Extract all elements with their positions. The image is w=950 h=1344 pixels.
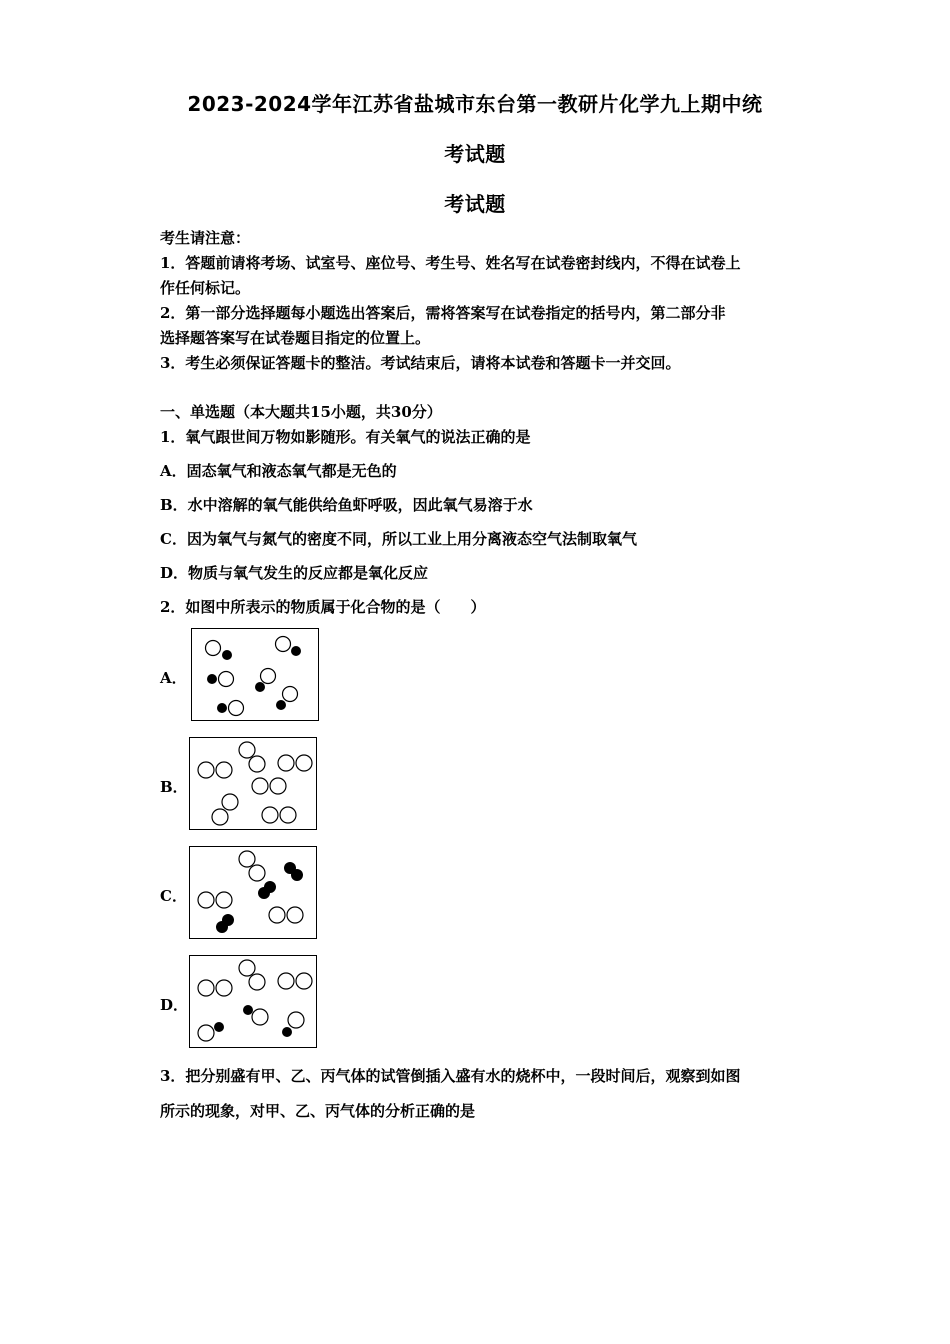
molecule-diagram-a [192,629,320,722]
section-heading: 一、单选题（本大题共15小题，共30分） [160,403,442,421]
notice-item-3: 3．考生必须保证答题卡的整洁。考试结束后，请将本试卷和答题卡一并交回。 [160,354,681,372]
molecule-diagram-d [190,956,318,1049]
molecule-diagram-b [190,738,318,831]
notice-heading: 考生请注意： [160,229,251,247]
question-2-option-c-diagram [189,846,317,939]
question-2-stem: 2．如图中所表示的物质属于化合物的是（ ） [160,598,486,616]
molecule-diagram-c [190,847,318,940]
question-2-option-d-label: D． [160,996,189,1014]
question-2-option-b-diagram [189,737,317,830]
question-2-option-b-label: B． [160,778,188,796]
question-2-option-a-label: A． [160,669,187,687]
question-1-stem: 1．氧气跟世间万物如影随形。有关氧气的说法正确的是 [160,428,531,446]
notice-item-2-cont: 选择题答案写在试卷题目指定的位置上。 [160,329,431,347]
question-2-option-d-diagram [189,955,317,1048]
notice-item-1: 1．答题前请将考场、试室号、座位号、考生号、姓名写在试卷密封线内，不得在试卷上 [160,254,741,272]
question-2-option-c-label: C． [160,887,187,905]
question-3-stem: 3．把分别盛有甲、乙、丙气体的试管倒插入盛有水的烧杯中，一段时间后，观察到如图 [160,1067,741,1085]
question-1-option-a: A．固态氧气和液态氧气都是无色的 [160,462,397,480]
notice-item-2: 2．第一部分选择题每小题选出答案后，需将答案写在试卷指定的括号内，第二部分非 [160,304,726,322]
exam-title: 2023-2024学年江苏省盐城市东台第一教研片化学九上期中统 [187,92,763,116]
question-1-option-b: B．水中溶解的氧气能供给鱼虾呼吸，因此氧气易溶于水 [160,496,533,514]
question-3-stem-cont: 所示的现象，对甲、乙、丙气体的分析正确的是 [160,1102,476,1120]
exam-subtitle: 考试题 [444,142,506,166]
notice-item-1-cont: 作任何标记。 [160,279,251,297]
question-1-option-d: D．物质与氧气发生的反应都是氧化反应 [160,564,429,582]
question-2-option-a-diagram [191,628,319,721]
exam-subtitle-repeat: 考试题 [444,192,506,216]
question-1-option-c: C．因为氧气与氮气的密度不同，所以工业上用分离液态空气法制取氧气 [160,530,637,548]
